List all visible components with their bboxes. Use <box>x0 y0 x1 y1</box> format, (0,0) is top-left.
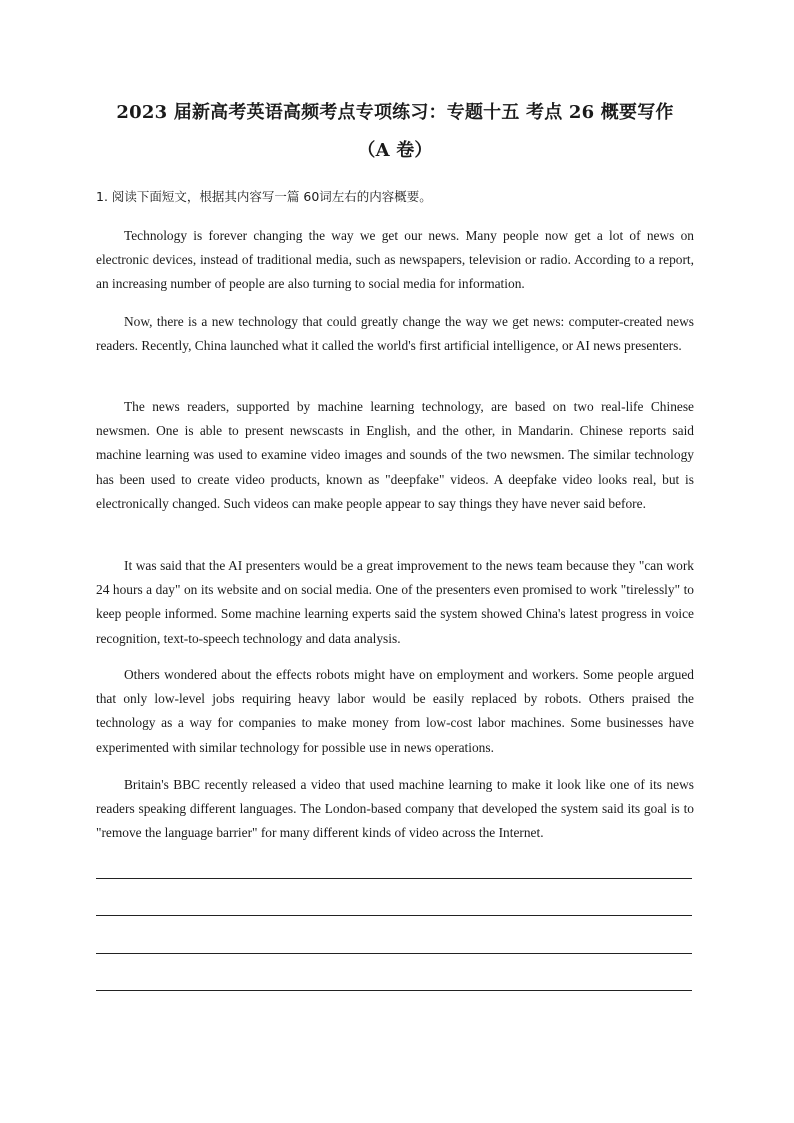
paragraph-1: Technology is forever changing the way we get our news. Many people now get a lot of news on electronic devices, instead of traditional media, such as newspapers, television or radio. According to a report, an increasing number of people are also turning to social media for information. <box>96 228 694 292</box>
paragraph-3: The news readers, supported by machine learning technology, are based on two real-life Chinese newsmen. One is able to present newscasts in English, and the other, in Mandarin. Chinese reports said machine learning was used to examine video images and sounds of the two newsmen. The similar technology has been used to create video products, known as "deepfake" videos. A deepfake video looks real, but is electronically changed. Such videos can make people appear to say things they have never said before. <box>96 399 694 511</box>
answer-line-1 <box>96 878 692 879</box>
answer-line-2 <box>96 915 692 916</box>
paragraph-4: It was said that the AI presenters would be a great improvement to the news team because they "can work 24 hours a day" on its website and on social media. One of the presenters even promised to work "tirelessly" to keep people informed. Some machine learning experts said the system showed China's latest progress in voice recognition, text-to-speech technology and data analysis. <box>96 558 694 646</box>
document-title: 2023 届新高考英语高频考点专项练习：专题十五 考点 26 概要写作 <box>116 102 674 123</box>
paragraph-2: Now, there is a new technology that could greatly change the way we get news: computer-created news readers. Recently, China launched what it called the world's first artificial intelligence, or AI news presenters. <box>96 314 694 354</box>
answer-line-3 <box>96 953 692 954</box>
paragraph-5: Others wondered about the effects robots might have on employment and workers. Some people argued that only low-level jobs requiring heavy labor would be easily replaced by robots. Others praised the technology as a way for companies to make money from low-cost labor machines. Some businesses have experimented with similar technology for possible use in news operations. <box>96 667 694 755</box>
paragraph-6: Britain's BBC recently released a video that used machine learning to make it look like one of its news readers speaking different languages. The London-based company that developed the system said its goal is to "remove the language barrier" for many different kinds of video across the Internet. <box>96 777 694 841</box>
document-subtitle: （A 卷） <box>357 140 433 161</box>
question-prompt: 1. 阅读下面短文，根据其内容写一篇 60词左右的内容概要。 <box>96 189 432 204</box>
answer-line-4 <box>96 990 692 991</box>
